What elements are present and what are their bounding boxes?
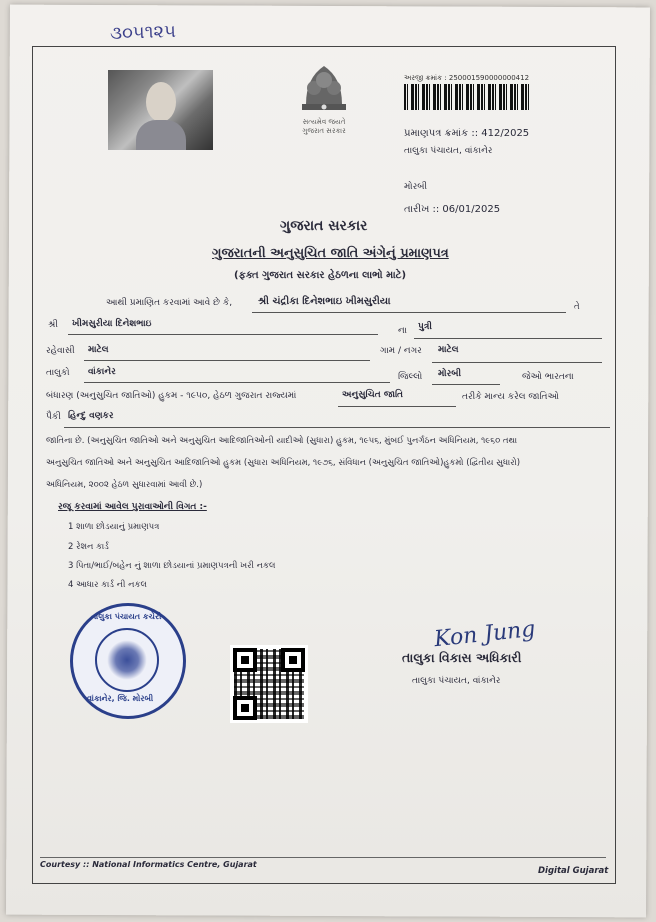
father-name-line — [68, 334, 378, 335]
document-item: 1 શાળા છોડયાનું પ્રમાણપત્ર — [68, 522, 160, 532]
village-label: ગામ / નગર — [380, 346, 422, 356]
resident-label: રહેવાસી — [46, 346, 75, 356]
district-line — [432, 384, 500, 385]
caste-line — [64, 427, 610, 428]
applicant-name: શ્રી ચંદ્રીકા દિનેશભાઇ ખીમસુરીયા — [258, 296, 391, 307]
village-value: માટેલ — [438, 345, 459, 355]
india-text: જેઓ ભારતના — [522, 372, 574, 382]
district-value: મોરબી — [438, 369, 462, 379]
document-item: 2 રેશન કાર્ડ — [68, 542, 109, 552]
qr-code — [230, 645, 308, 723]
photo-face — [146, 82, 176, 122]
relation-line — [414, 338, 602, 339]
shri-label: શ્રી — [48, 320, 58, 330]
issuing-office: તાલુકા પંચાયત, વાંકાનેર — [404, 146, 493, 156]
header-district: મોરબી — [404, 182, 428, 192]
seal-top-text: તાલુકા પંચાયત કચેરી — [91, 612, 162, 621]
certificate-number: પ્રમાણપત્ર ક્રમાંક :: 412/2025 — [404, 128, 530, 139]
relation: પુત્રી — [418, 322, 432, 332]
applicant-photo — [108, 70, 213, 150]
footer-divider — [40, 857, 606, 858]
photo-shoulders — [136, 120, 186, 150]
qr-finder — [233, 696, 257, 720]
barcode — [404, 84, 532, 110]
resident-value: માટેલ — [88, 345, 109, 355]
emblem-caption-motto: સત્યમેવ જયતે — [302, 118, 346, 126]
officer-office: તાલુકા પંચાયત, વાંકાનેર — [412, 676, 501, 686]
caste-prefix: પૈકી — [46, 412, 61, 422]
taluka-line — [84, 382, 390, 383]
office-seal — [70, 603, 186, 719]
title-note: (ફક્ત ગુજરાત સરકાર હેઠળના લાભો માટે) — [234, 270, 407, 281]
title-certificate: ગુજરાતની અનુસુચિત જાતિ અંગેનું પ્રમાણપત્ર — [212, 246, 449, 261]
paragraph-line-3: અધિનિયમ, ૨૦૦૨ હેઠળ સુધારવામાં આવી છે.) — [46, 480, 203, 490]
district-label: જિલ્લો — [398, 372, 423, 382]
handwritten-number: ૩૦૫૧૨૫ — [109, 20, 177, 45]
footer-courtesy: Courtesy :: National Informatics Centre, Gujarat — [40, 860, 257, 869]
taluka-label: તાલુકો — [46, 368, 70, 378]
footer-brand: Digital Gujarat — [538, 866, 609, 876]
na-label: ના — [398, 326, 407, 336]
officer-designation: તાલુકા વિકાસ અધિકારી — [402, 650, 522, 665]
paragraph-line-2: અનુસુચિત જાતિઓ અને અનુસુચિત આદિજાતિઓ હુકમ (સુધારા અધિનિયમ, ૧૯૭૬, સંવિધાન (અનુસુચિત જાતિઓ)હુકમો (દ્વિતીય સુધારો) — [46, 458, 521, 468]
application-number: અરજી ક્રમાંક : 250001590000000412 — [404, 74, 530, 82]
caste-value: હિન્દુ વણકર — [68, 411, 114, 421]
resident-line — [84, 360, 370, 361]
certify-prefix: આથી પ્રમાણિત કરવામાં આવે છે કે, — [106, 298, 233, 308]
document-item: 3 પિતા/ભાઈ/બહેન નું શાળા છોડયાનાં પ્રમાણપત્રની ખરી નકલ — [68, 561, 276, 571]
taluka-value: વાંકાનેર — [88, 367, 116, 377]
qr-finder — [281, 648, 305, 672]
caste-category: અનુસુચિત જાતિ — [342, 390, 403, 400]
title-government: ગુજરાત સરકાર — [280, 218, 368, 234]
village-line — [432, 362, 602, 363]
qr-finder — [233, 648, 257, 672]
recognized-text: તરીકે માન્ય કરેલ જાતિઓ — [462, 392, 559, 402]
caste-category-line — [338, 406, 456, 407]
officer-signature: Kon Jung — [432, 616, 537, 653]
emblem-caption-govt: ગુજરાત સરકાર — [302, 127, 346, 135]
issue-date: તારીખ :: 06/01/2025 — [404, 204, 501, 215]
seal-bottom-text: વાંકાનેર, જિ. મોરબી — [87, 694, 154, 703]
father-name: ખીમસુરીયા દિનેશભાઇ — [72, 319, 152, 329]
seal-emblem-icon — [107, 640, 147, 680]
te-label: તે — [574, 302, 580, 312]
documents-heading: રજૂ કરવામાં આવેલ પુરાવાઓની વિગત :- — [58, 502, 207, 512]
order-text: બંધારણ (અનુસુચિત જાતિઓ) હુકમ - ૧૯૫૦, હેઠળ ગુજરાત રાજ્યમાં — [46, 391, 297, 401]
paragraph-line-1: જાતિના છે. (અનુસુચિત જાતિઓ અને અનુસુચિત આદિજાતિઓની યાદીઓ (સુધારા) હુકમ, ૧૯૫૬, મુંબઈ પુનર્ગઠન અધિનિયમ, ૧૯૬૦ તથા — [46, 436, 518, 446]
document-item: 4 આધાર કાર્ડ ની નકલ — [68, 580, 147, 590]
applicant-name-line — [252, 312, 566, 313]
